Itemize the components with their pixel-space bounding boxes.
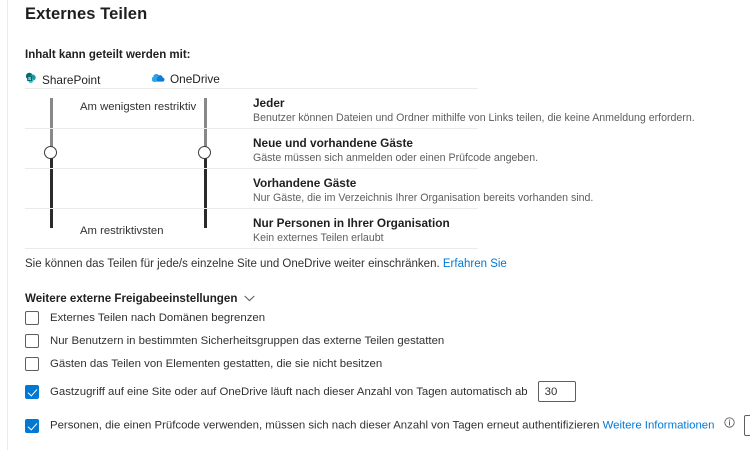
sharing-option-title: Vorhandene Gäste	[253, 176, 357, 190]
more-external-sharing-settings-expander[interactable]	[25, 289, 255, 307]
slider-track-upper	[50, 98, 53, 148]
checkbox-guest-access-expiry[interactable]	[25, 385, 39, 399]
sharing-option-only-people-in-org[interactable]	[253, 216, 723, 245]
checkbox-allow-guests-share-not-owned[interactable]	[25, 357, 39, 371]
row-divider	[25, 208, 478, 209]
onedrive-icon	[152, 72, 165, 86]
expander-label: Weitere externe Freigabeeinstellungen	[25, 291, 238, 305]
sharing-option-title: Nur Personen in Ihrer Organisation	[253, 216, 450, 230]
checkbox-row-guest-access-expiry[interactable]	[25, 381, 576, 402]
row-divider	[25, 248, 478, 249]
checkbox-label: Externes Teilen nach Domänen begrenzen	[50, 312, 266, 324]
column-header-onedrive-label: OneDrive	[170, 72, 220, 86]
checkbox-limit-external-sharing-by-domain[interactable]	[25, 311, 39, 325]
verification-code-reauth-days-input[interactable]	[744, 415, 750, 436]
checkbox-label: Gästen das Teilen von Elementen gestatten, die sie nicht besitzen	[50, 358, 383, 370]
sharepoint-icon	[25, 72, 37, 87]
checkbox-row-limit-external-sharing-by-domain[interactable]	[25, 311, 265, 325]
checkbox-verification-code-reauth[interactable]	[25, 419, 39, 433]
restrict-note	[25, 258, 507, 270]
restrict-note-text: Sie können das Teilen für jede/s einzelne Site und OneDrive weiter einschränken.	[25, 258, 440, 270]
guest-access-expiry-days-input[interactable]	[538, 381, 576, 402]
slider-caption-most-restrictive: Am restriktivsten	[80, 225, 164, 237]
more-information-link[interactable]: Weitere Informationen	[602, 419, 715, 432]
checkbox-label: Gastzugriff auf eine Site oder auf OneDrive läuft nach dieser Anzahl von Tagen automatisch ab	[50, 385, 528, 398]
row-divider	[25, 168, 478, 169]
learn-more-link[interactable]: Erfahren Sie	[442, 258, 507, 270]
sharing-option-description: Nur Gäste, die im Verzeichnis Ihrer Organisation bereits vorhanden sind.	[253, 192, 594, 204]
column-header-sharepoint	[25, 72, 100, 87]
section-label: Inhalt kann geteilt werden mit:	[25, 49, 191, 61]
sharing-option-title: Jeder	[253, 96, 285, 110]
page-title: Externes Teilen	[25, 5, 148, 23]
slider-track-lower	[204, 156, 207, 228]
column-header-sharepoint-label: SharePoint	[42, 72, 101, 87]
checkbox-label: Nur Benutzern in bestimmten Sicherheitsgruppen das externe Teilen gestatten	[50, 335, 445, 347]
slider-caption-least-restrictive: Am wenigsten restriktiv	[80, 101, 197, 113]
info-icon[interactable]	[724, 417, 735, 431]
sharing-option-title: Neue und vorhandene Gäste	[253, 136, 413, 150]
checkbox-label-text: Personen, die einen Prüfcode verwenden, müssen sich nach dieser Anzahl von Tagen erneut authentifizieren	[50, 419, 600, 432]
checkbox-allow-only-security-groups[interactable]	[25, 334, 39, 348]
checkbox-row-verification-code-reauth[interactable]	[25, 415, 750, 436]
checkbox-label	[50, 417, 735, 434]
slider-track-lower	[50, 156, 53, 228]
chevron-down-icon	[244, 289, 255, 307]
sharing-option-description: Benutzer können Dateien und Ordner mithilfe von Links teilen, die keine Anmeldung erfordern.	[253, 112, 695, 124]
row-divider	[25, 128, 478, 129]
sharing-option-description: Gäste müssen sich anmelden oder einen Prüfcode angeben.	[253, 152, 539, 164]
sharing-option-existing-guests[interactable]	[253, 176, 723, 205]
sharing-option-new-and-existing-guests[interactable]	[253, 136, 723, 165]
onedrive-slider-thumb[interactable]	[198, 146, 211, 159]
checkbox-row-allow-only-security-groups[interactable]	[25, 334, 444, 348]
sharing-option-anyone[interactable]	[253, 96, 723, 125]
checkbox-row-allow-guests-share-not-owned[interactable]	[25, 357, 382, 371]
column-header-onedrive	[152, 72, 220, 86]
sharepoint-slider-thumb[interactable]	[44, 146, 57, 159]
svg-text:S: S	[28, 76, 32, 82]
sharing-option-description: Kein externes Teilen erlaubt	[253, 232, 384, 244]
slider-track-upper	[204, 98, 207, 148]
